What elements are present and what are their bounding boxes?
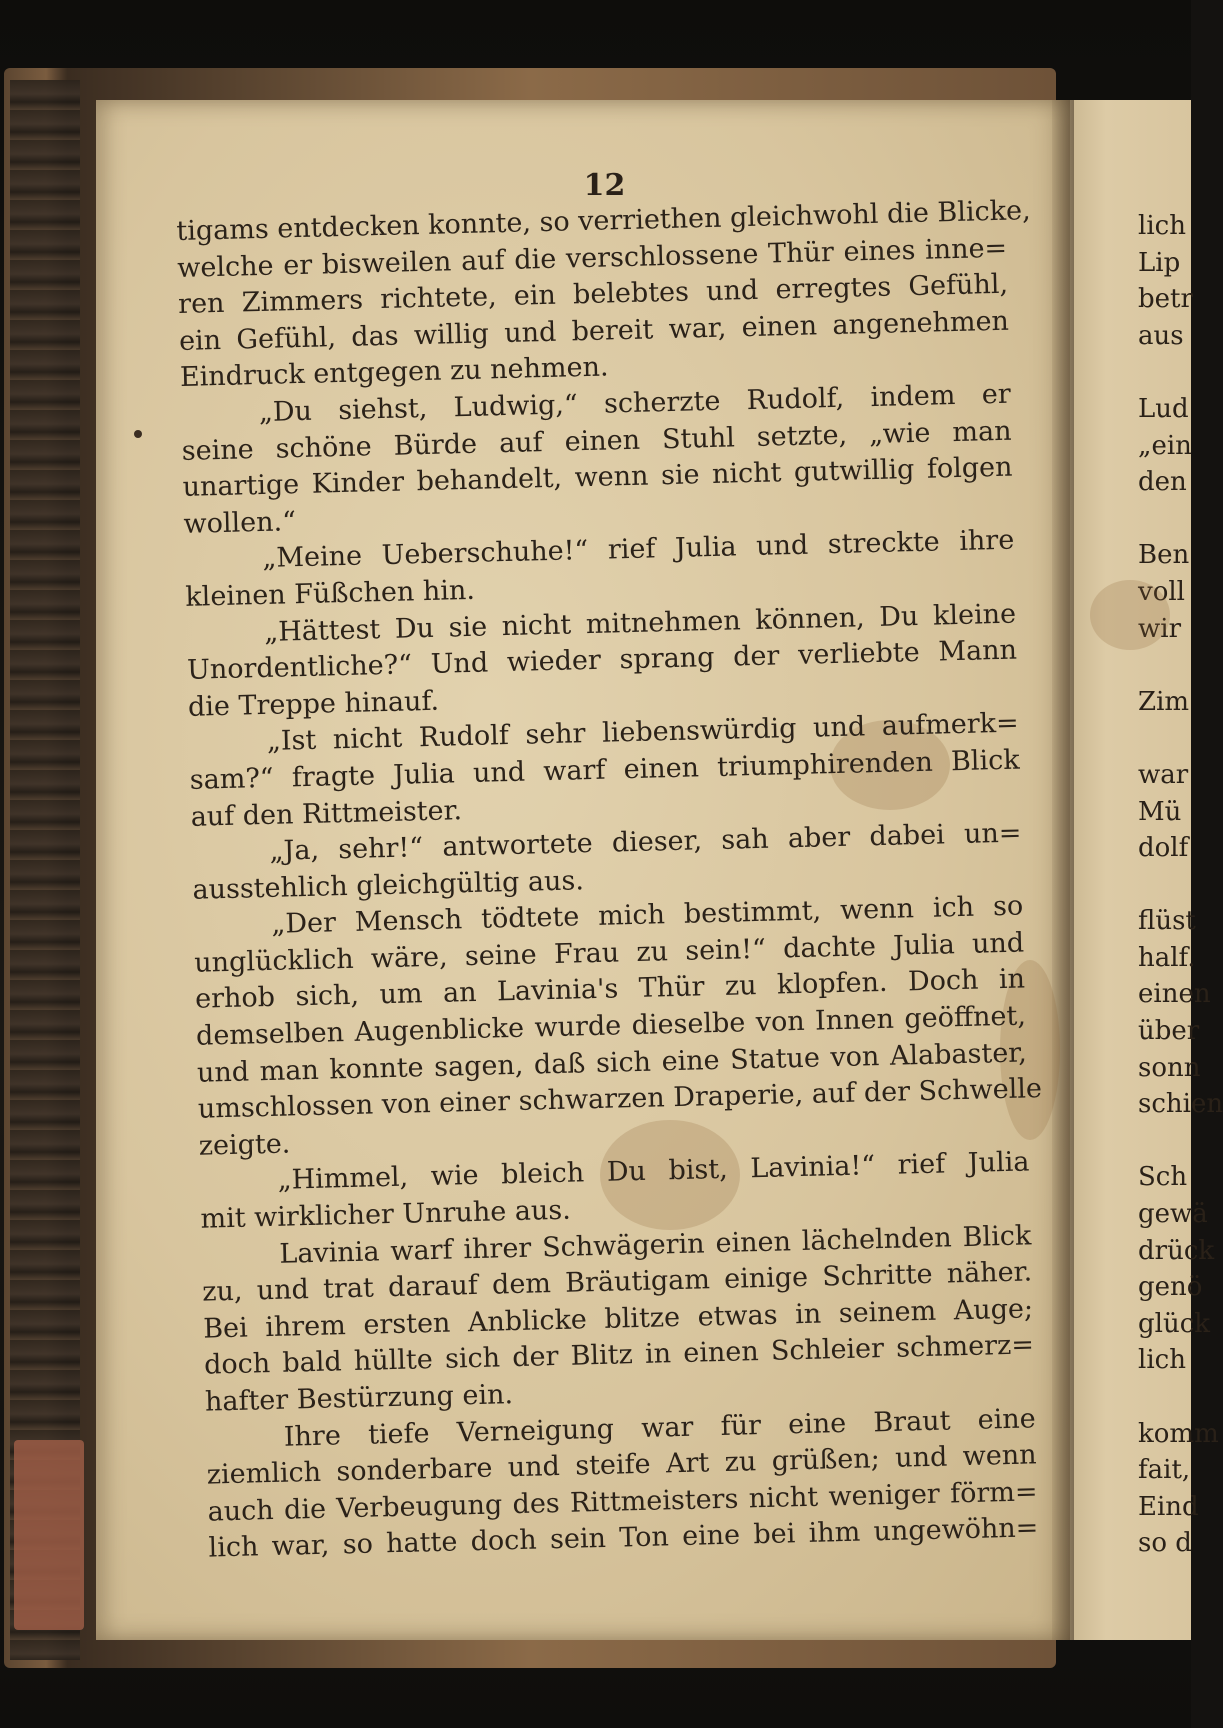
text-line: Unordentliche?“ Und wieder sprang der verliebte Mann [186, 634, 1018, 686]
next-page-line: fait, [1138, 1455, 1191, 1486]
text-line: zu, und trat darauf dem Bräutigam einige Schritte näher. [201, 1256, 1033, 1308]
page-number: 12 [583, 168, 626, 203]
next-page-line: schien [1138, 1089, 1223, 1120]
text-line: „Himmel, wie bleich Du bist, Lavinia!“ rief Julia [277, 1146, 1030, 1197]
next-page-line: Lud [1138, 393, 1189, 424]
next-page-line: Sch [1138, 1162, 1188, 1193]
text-line: „Hättest Du sie nicht mitnehmen können, Du kleine [263, 598, 1017, 648]
next-page-line [1138, 867, 1198, 904]
page-text [176, 194, 1043, 1568]
next-page-line: „ein [1138, 430, 1192, 461]
text-line: tigams entdecken konnte, so verriethen gleichwohl die Blicke, [176, 195, 1031, 247]
text-line: lich war, so hatte doch sein Ton eine bei ihm ungewöhn= [208, 1512, 1039, 1564]
text-line: die Treppe hinauf. [187, 685, 440, 723]
next-page-line [1138, 1379, 1198, 1416]
text-line: demselben Augenblicke wurde dieselbe von Innen geöffnet, [195, 1000, 1027, 1052]
next-page-line: Eind [1138, 1491, 1199, 1522]
text-line: welche er bisweilen auf die verschlossene Thür eines inne= [176, 232, 1008, 284]
text-line: seine schöne Bürde auf einen Stuhl setzte, „wie man [181, 415, 1012, 467]
next-page-text [1138, 208, 1223, 1562]
text-line: ren Zimmers richtete, ein belebtes und erregtes Gefühl, [177, 268, 1009, 321]
next-page-line: lich [1138, 1345, 1186, 1376]
cover-corner [14, 1440, 84, 1630]
next-page-line [1138, 1123, 1198, 1160]
text-line: „Meine Ueberschuhe!“ rief Julia und streckte ihre [262, 524, 1015, 575]
text-line: unglücklich wäre, seine Frau zu sein!“ dachte Julia und [193, 927, 1025, 979]
text-line: kleinen Füßchen hin. [184, 574, 476, 613]
next-page-line [1138, 354, 1198, 391]
text-line: „Ja, sehr!“ antwortete dieser, sah aber dabei un= [269, 817, 1022, 867]
text-line: Ihre tiefe Verneigung war für eine Braut eine [283, 1402, 1037, 1453]
next-page-line: sonn [1138, 1052, 1201, 1083]
text-line: auf den Rittmeister. [190, 794, 463, 833]
next-page-line: genö [1138, 1272, 1203, 1303]
text-line: wollen.“ [183, 505, 297, 540]
next-page-line: betr [1138, 284, 1193, 315]
text-line: auch die Verbeugung des Rittmeisters nicht weniger förm= [207, 1476, 1038, 1528]
foxing-stain [1090, 580, 1170, 650]
next-page-line: flüst [1138, 906, 1196, 937]
next-page-line: über [1138, 1016, 1200, 1047]
text-line: „Ist nicht Rudolf sehr liebenswürdig und aufmerk= [266, 707, 1020, 758]
next-page-line [1138, 720, 1198, 757]
text-line: sam?“ fragte Julia und warf einen triumphirenden Blick [189, 744, 1020, 796]
next-page-line [1138, 647, 1198, 684]
text-line: Bei ihrem ersten Anblicke blitze etwas in seinem Auge; [202, 1293, 1034, 1345]
next-page-line: aus [1138, 320, 1184, 351]
next-page-line [1138, 501, 1198, 538]
page-gutter [1052, 100, 1074, 1640]
next-page-line: lich [1138, 211, 1186, 241]
next-page-line: glück [1138, 1308, 1211, 1339]
next-page-line: Zim [1138, 686, 1190, 717]
text-line: zeigte. [198, 1128, 291, 1162]
text-line: „Du siehst, Ludwig,“ scherzte Rudolf, indem er [258, 378, 1012, 428]
text-line: Lavinia warf ihrer Schwägerin einen lächelnden Blick [279, 1220, 1032, 1270]
next-page-line: half. [1138, 942, 1196, 973]
next-page-line: wir [1138, 613, 1181, 644]
next-page-line: dolf [1138, 833, 1189, 864]
next-page-line: gewä [1138, 1199, 1208, 1230]
next-page-line: so d [1138, 1528, 1192, 1559]
next-page-line: Lip [1138, 247, 1181, 278]
next-page-line: den [1138, 467, 1187, 498]
text-line: ein Gefühl, das willig und bereit war, einen angenehmen [178, 305, 1010, 357]
text-line: umschlossen von einer schwarzen Draperie, auf der Schwelle [197, 1073, 1043, 1125]
text-line: und man konnte sagen, daß sich eine Statue von Alabaster, [196, 1037, 1028, 1089]
text-line: hafter Bestürzung ein. [204, 1379, 514, 1418]
next-page-line: voll [1138, 576, 1185, 607]
text-line: unartige Kinder behandelt, wenn sie nicht gutwillig folgen [182, 451, 1013, 504]
margin-mark [134, 430, 142, 438]
text-line: Eindruck entgegen zu nehmen. [179, 351, 609, 394]
book-spine [10, 80, 80, 1660]
text-line: „Der Mensch tödtete mich bestimmt, wenn ich so [271, 890, 1024, 941]
next-page-line: war [1138, 759, 1189, 790]
text-line: doch bald hüllte sich der Blitz in einen Schleier schmerz= [203, 1329, 1035, 1382]
text-line: ziemlich sonderbare und steife Art zu grüßen; und wenn [206, 1439, 1037, 1491]
next-page-line: komm [1138, 1418, 1219, 1449]
next-page-line: drück [1138, 1235, 1215, 1266]
next-page-line: Mü [1138, 796, 1182, 827]
text-line: erhob sich, um an Lavinia's Thür zu klopfen. Doch in [194, 963, 1026, 1016]
next-page-line: Ben [1138, 540, 1190, 571]
text-line: ausstehlich gleichgültig aus. [192, 864, 585, 906]
text-line: mit wirklicher Unruhe aus. [200, 1194, 572, 1235]
next-page-line: einen [1138, 979, 1211, 1010]
